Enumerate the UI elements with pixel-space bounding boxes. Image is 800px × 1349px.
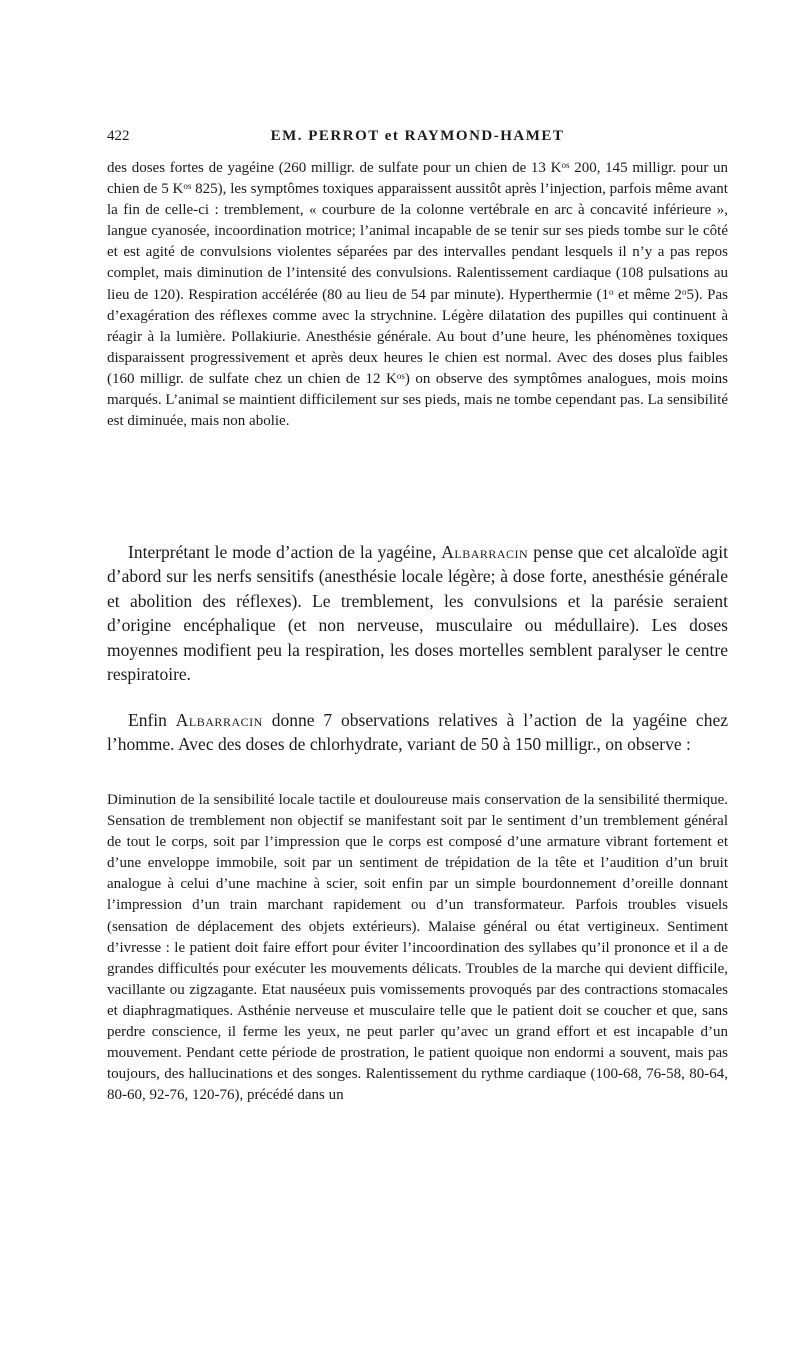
small-print-paragraph-2: Diminution de la sensibilité locale tactile et douloureuse mais conservation de la sensibilité thermique. Sensation de tremblement non objectif se manifestant soit par le sentiment d’un tremblement général de tout le corps, soit par l’impression que le corps est composé d’une armature vibrant fortement et d’une enveloppe immobile, soit par un sentiment de trépidation de la tête et l’audition d’un bruit analogue à celui d’une machine à scier, soit enfin par un simple bourdonnement d’oreille donnant l’impression d’un train marchant rapidement ou d’un transformateur. Parfois troubles visuels (sensation de déplacement des objets extérieurs). Malaise général ou état vertigineux. Sentiment d’ivresse : le patient doit faire effort pour éviter l’incoordination des syllabes qu’il prononce et il a de grandes difficultés pour exécuter les mouvements délicats. Troubles de la marche qui devient difficile, vacillante ou zigzagante. Etat nauséeux puis vomissements provoqués par des contractions stomacales et diaphragmatiques. Asthénie nerveuse et musculaire telle que le patient doit se coucher et que, sans perdre conscience, il ferme les yeux, ne peut parler qu’avec un grand effort et est incapable d’un mouvement. Pendant cette période de prostration, le patient quoique non endormi a souvent, mais pas toujours, des hallucinations et des songes. Ralentissement du rythme cardiaque (100-68, 76-58, 80-64, 80-60, 92-76, 120-76), précédé dans un <box>107 792 728 1104</box>
body-paragraph-observations: Enfin Albarracin donne 7 observations relatives à l’action de la yagéine chez l’homme. Avec des doses de chlorhydrate, variant de 50 à 150 milligr., on observe : <box>107 710 728 755</box>
author-name: Albarracin <box>441 542 529 562</box>
small-print-paragraph-1: des doses fortes de yagéine (260 milligr. de sulfate pour un chien de 13 $K^{os}$ 200, 145 milligr. pour un chien de 5 $K^{os}$ 825), les symptômes toxiques apparaissent aussitôt après l’injection, parfois même avant la fin de celle-ci : tremblement, « courbure de la colonne vertébrale en arc à concavité inférieure », langue cyanosée, incoordination motrice; l’animal incapable de se tenir sur ses pieds tombe sur le côté et est agité de convulsions violentes séparées par des intervalles pendant lesquels il n’y a pas repos complet, mais diminution de l’intensité des convulsions. Ralentissement cardiaque (108 pulsations au lieu de 120). Respiration accélérée (80 au lieu de 54 par minute). Hyperthermie (1$^o$ et même 2$^o$5). Pas d’exagération des réflexes comme avec la strychnine. Légère dilatation des pupilles qui continuent à réagir à la lumière. Pollakiurie. Anesthésie générale. Au bout d’une heure, les phénomènes toxiques disparaissent progressivement et après deux heures le chien est normal. Avec des doses plus faibles (160 milligr. de sulfate chez un chien de 12 $K^{os}$) on observe des symptômes analogues, mois moins marqués. L’animal se maintient difficilement sur ses pieds, mais ne tombe cependant pas. La sensibilité est diminuée, mais non abolie. <box>107 159 729 430</box>
header-authors: EM. PERROT et RAYMOND-HAMET <box>270 128 565 144</box>
body-paragraph-interpretation: Interprétant le mode d’action de la yagéine, Albarracin pense que cet alcaloïde agit d’abord sur les nerfs sensitifs (anesthésie locale légère; à dose forte, anesthésie générale et abolition des réflexes). Le tremblement, les convulsions et la parésie seraient d’origine encéphalique (et non nerveuse, musculaire ou médullaire). Les doses moyennes modifient peu la respiration, les doses mortelles semblent paralyser le centre respiratoire. <box>107 542 729 685</box>
page-number: 422 <box>107 128 130 144</box>
running-head <box>107 128 728 150</box>
author-name: Albarracin <box>175 710 263 730</box>
